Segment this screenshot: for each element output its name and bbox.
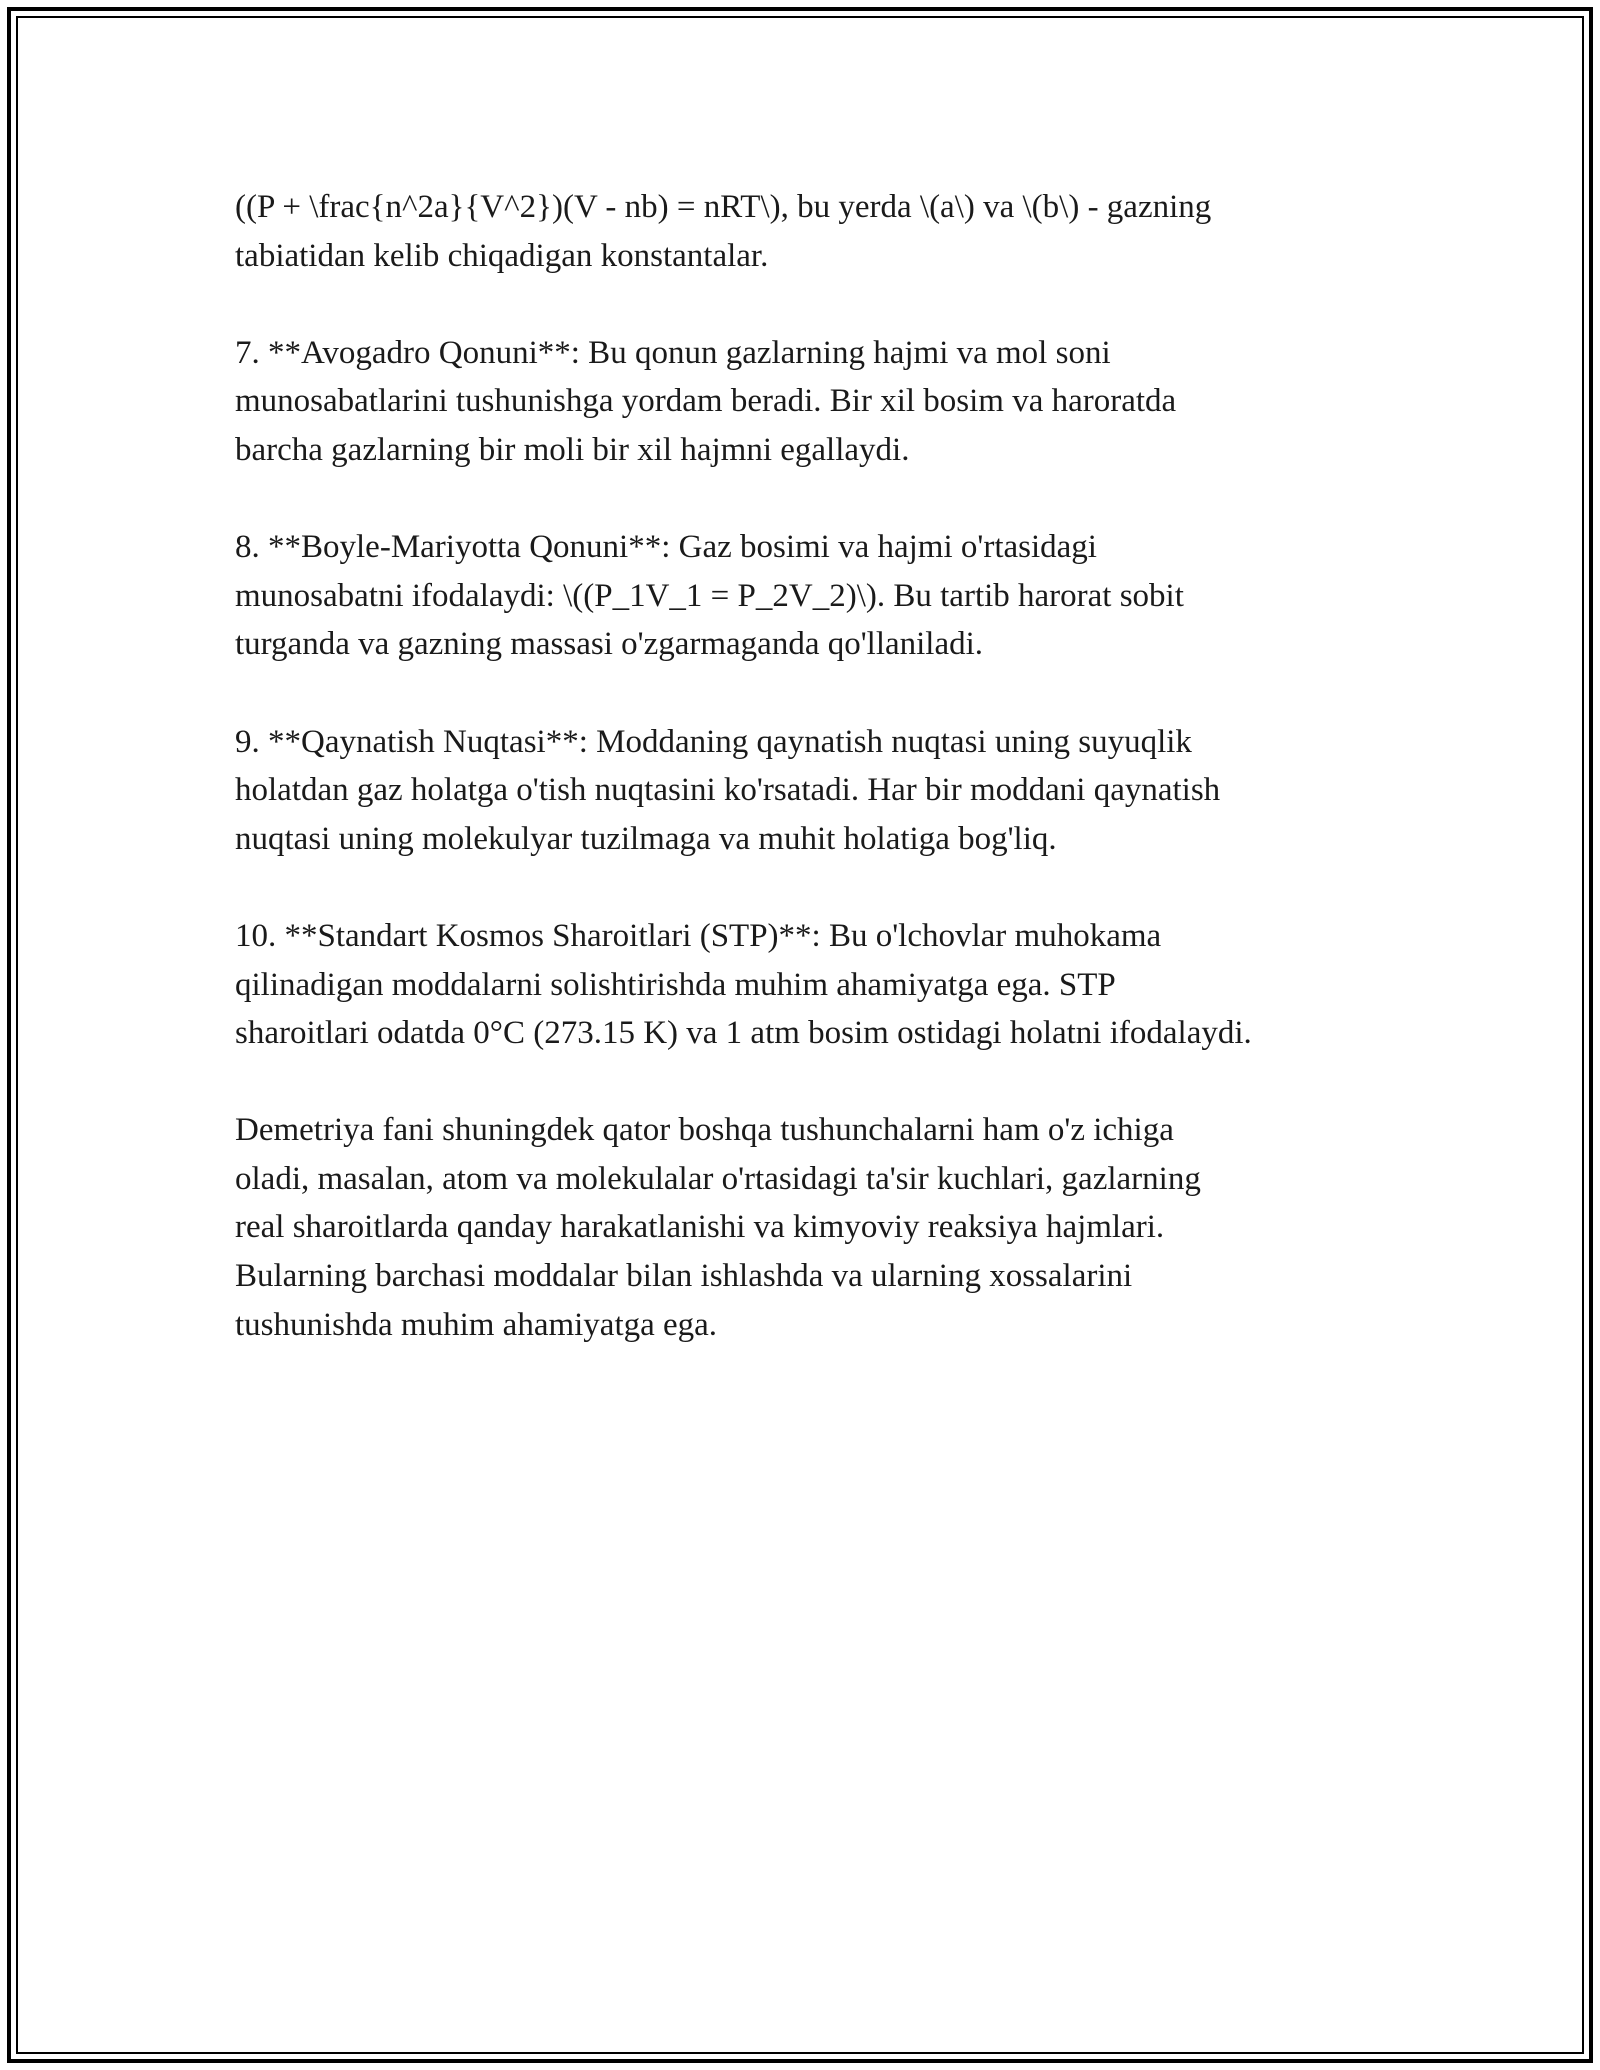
text-line: munosabatlarini tushunishga yordam beradi. Bir xil bosim va haroratda bbox=[235, 383, 1177, 420]
text-line: nuqtasi uning molekulyar tuzilmaga va muhit holatiga bog'liq. bbox=[235, 820, 1057, 857]
paragraph-avogadro bbox=[235, 329, 1385, 475]
paragraph-conclusion bbox=[235, 1106, 1385, 1349]
paragraph-boyle-mariotte bbox=[235, 523, 1385, 669]
text-line: Demetriya fani shuningdek qator boshqa tushunchalarni ham o'z ichiga bbox=[235, 1112, 1174, 1149]
text-line: tabiatidan kelib chiqadigan konstantalar. bbox=[235, 237, 769, 274]
text-line: turganda va gazning massasi o'zgarmaganda qo'llaniladi. bbox=[235, 626, 984, 663]
text-line: oladi, masalan, atom va molekulalar o'rtasidagi ta'sir kuchlari, gazlarning bbox=[235, 1160, 1201, 1197]
text-line: real sharoitlarda qanday harakatlanishi va kimyoviy reaksiya hajmlari. bbox=[235, 1209, 1165, 1246]
document-body bbox=[235, 183, 1385, 1398]
text-line: munosabatni ifodalaydi: \((P_1V_1 = P_2V_2)\). Bu tartib harorat sobit bbox=[235, 577, 1184, 614]
text-line: sharoitlari odatda 0°C (273.15 K) va 1 atm bosim ostidagi holatni ifodalaydi. bbox=[235, 1015, 1252, 1052]
text-line: 10. **Standart Kosmos Sharoitlari (STP)**: Bu o'lchovlar muhokama bbox=[235, 917, 1162, 954]
text-line: ((P + \frac{n^2a}{V^2})(V - nb) = nRT\), bu yerda \(a\) va \(b\) - gazning bbox=[235, 189, 1212, 225]
text-line: 7. **Avogadro Qonuni**: Bu qonun gazlarning hajmi va mol soni bbox=[235, 334, 1111, 371]
paragraph-stp bbox=[235, 912, 1385, 1058]
text-line: 8. **Boyle-Mariyotta Qonuni**: Gaz bosimi va hajmi o'rtasidagi bbox=[235, 529, 1097, 566]
paragraph-boiling-point bbox=[235, 718, 1385, 864]
text-line: Bularning barchasi moddalar bilan ishlashda va ularning xossalarini bbox=[235, 1258, 1133, 1295]
text-line: qilinadigan moddalarni solishtirishda muhim ahamiyatga ega. STP bbox=[235, 966, 1116, 1003]
text-line: holatdan gaz holatga o'tish nuqtasini ko'rsatadi. Har bir moddani qaynatish bbox=[235, 772, 1221, 809]
text-line: 9. **Qaynatish Nuqtasi**: Moddaning qaynatish nuqtasi uning suyuqlik bbox=[235, 723, 1192, 760]
text-line: barcha gazlarning bir moli bir xil hajmni egallaydi. bbox=[235, 431, 910, 468]
text-line: tushunishda muhim ahamiyatga ega. bbox=[235, 1306, 718, 1343]
paragraph-van-der-waals bbox=[235, 183, 1385, 280]
